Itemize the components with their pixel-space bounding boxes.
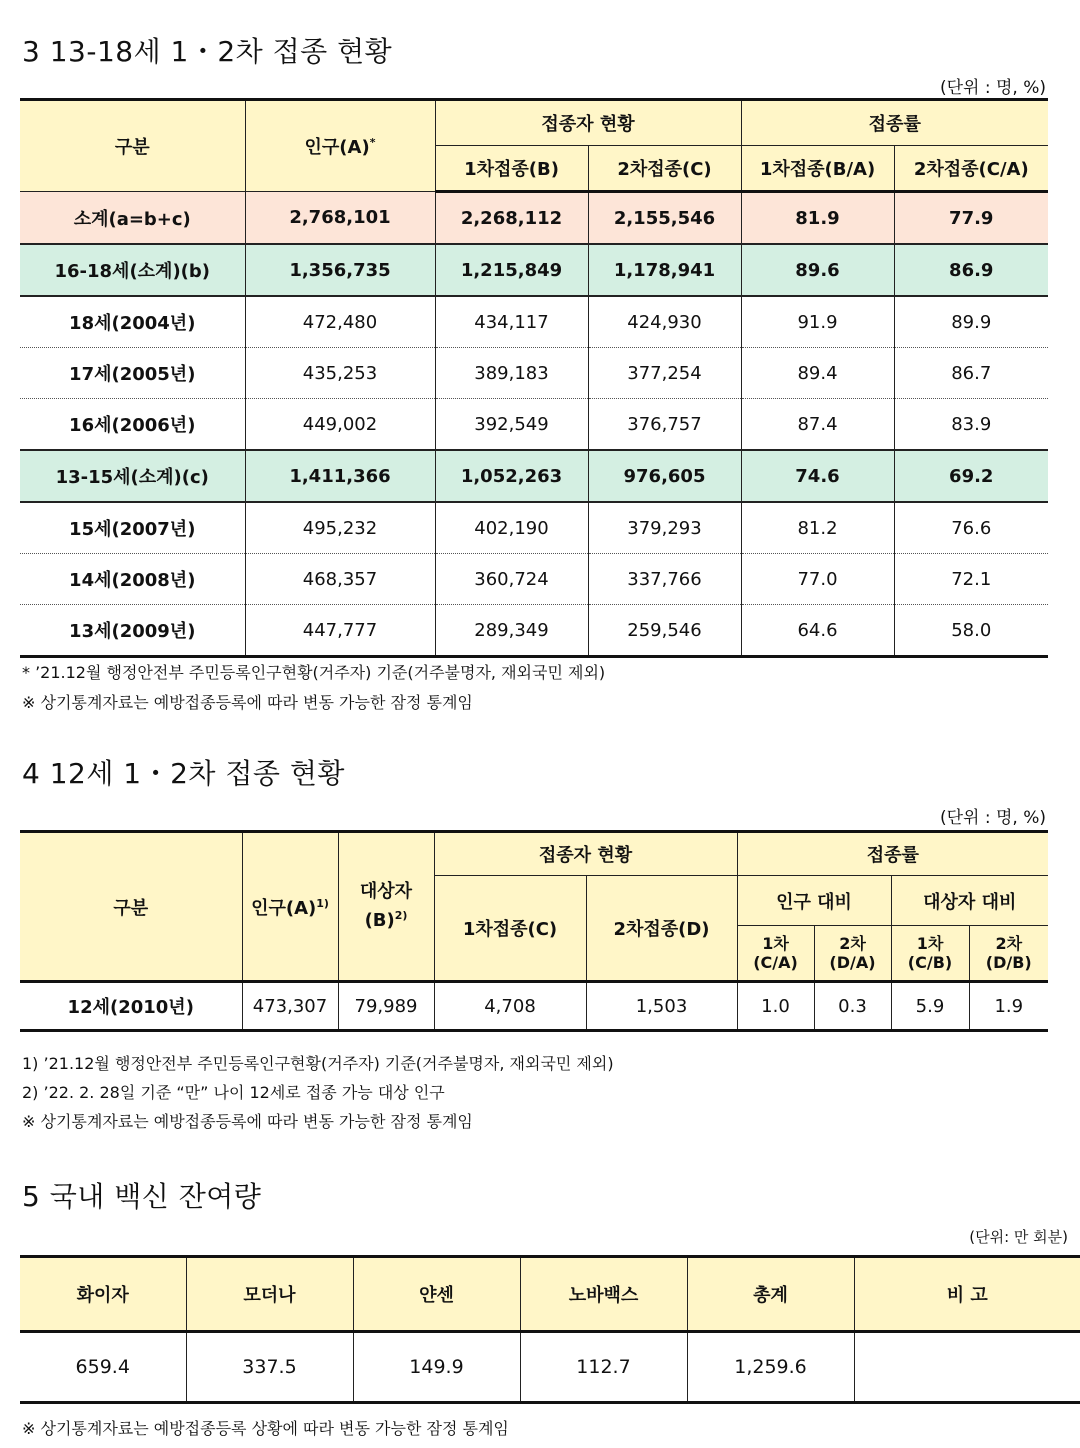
- section5-title: 5 국내 백신 잔여량: [22, 1180, 262, 1213]
- header-dose1: 1차접종(C): [434, 876, 586, 982]
- cell-rate2: 83.9: [894, 399, 1048, 451]
- cell-rate1: 81.2: [741, 502, 894, 554]
- cell-population: 447,777: [245, 605, 435, 657]
- header-category: 구분: [20, 832, 242, 982]
- section3-note-2: ※ 상기통계자료는 예방접종등록에 따라 변동 가능한 잠정 통계임: [22, 693, 473, 712]
- cell-dose1: 1,215,849: [435, 244, 588, 296]
- cell-dose2: 337,766: [588, 554, 741, 605]
- cell-population: 1,411,366: [245, 450, 435, 502]
- vaccine-stock-table: [20, 1255, 1080, 1404]
- cell-dose2: 259,546: [588, 605, 741, 657]
- header-dose2: 2차접종(D): [586, 876, 737, 982]
- header-category: 구분: [20, 100, 245, 192]
- cell-dose1: 389,183: [435, 348, 588, 399]
- section3-unit: (단위 : 명, %): [939, 78, 1046, 98]
- cell-dose1: 2,268,112: [435, 192, 588, 245]
- header-janssen: 얀센: [353, 1257, 520, 1332]
- header-vs-population: 인구 대비: [737, 876, 891, 926]
- table-row: [20, 502, 1048, 554]
- cell-dose2: 2,155,546: [588, 192, 741, 245]
- cell-dose2: 376,757: [588, 399, 741, 451]
- cell-rate1: 74.6: [741, 450, 894, 502]
- cell-rate1: 1.0: [737, 982, 814, 1031]
- cell-rate1: 89.4: [741, 348, 894, 399]
- table-row: [20, 554, 1048, 605]
- table-row: [20, 399, 1048, 451]
- cell-dose1: 392,549: [435, 399, 588, 451]
- cell-dose1: 360,724: [435, 554, 588, 605]
- cell-dose2: 1,503: [586, 982, 737, 1031]
- section4-unit: (단위 : 명, %): [939, 808, 1046, 828]
- row-label: 14세(2008년): [20, 554, 245, 605]
- header-dose2: 2차접종(C): [588, 146, 741, 192]
- cell-rate2: 0.3: [814, 982, 891, 1031]
- header-moderna: 모더나: [186, 1257, 353, 1332]
- section5-note: ※ 상기통계자료는 예방접종등록 상황에 따라 변동 가능한 잠정 통계임: [22, 1419, 509, 1438]
- header-sub-2: 2차 (D/A): [814, 926, 891, 982]
- cell-population: 435,253: [245, 348, 435, 399]
- table-row: [20, 450, 1048, 502]
- cell-dose1: 289,349: [435, 605, 588, 657]
- header-population: 인구(A)*: [245, 100, 435, 192]
- section5-unit: (단위: 만 회분): [969, 1228, 1068, 1246]
- section4-title: 4 12세 1・2차 접종 현황: [22, 757, 345, 790]
- cell-rate2: 76.6: [894, 502, 1048, 554]
- cell-rate1: 87.4: [741, 399, 894, 451]
- table-row: [20, 1332, 1080, 1403]
- cell-rate1: 91.9: [741, 296, 894, 348]
- header-sub-1: 1차 (C/A): [737, 926, 814, 982]
- section4-note-3: ※ 상기통계자료는 예방접종등록에 따라 변동 가능한 잠정 통계임: [22, 1112, 473, 1131]
- section3-note-1: * ’21.12월 행정안전부 주민등록인구현황(거주자) 기준(거주불명자, 재외국민 제외): [22, 663, 606, 682]
- table-row: [20, 244, 1048, 296]
- cell-rate2: 89.9: [894, 296, 1048, 348]
- table-row: [20, 982, 1048, 1031]
- cell-dose2: 424,930: [588, 296, 741, 348]
- header-novavax: 노바백스: [520, 1257, 687, 1332]
- cell-rate2: 77.9: [894, 192, 1048, 245]
- header-sub-4: 2차 (D/B): [969, 926, 1048, 982]
- header-target: 대상자 $(B)^{2)}$: [338, 832, 434, 982]
- section4-note-2: 2) ’22. 2. 28일 기준 “만” 나이 12세로 접종 가능 대상 인구: [22, 1083, 445, 1102]
- cell-rate2: 72.1: [894, 554, 1048, 605]
- cell-rate2: 86.7: [894, 348, 1048, 399]
- cell-target: 79,989: [338, 982, 434, 1031]
- header-vaccinated-group: 접종자 현황: [435, 100, 741, 146]
- header-rate-group: 접종률: [741, 100, 1048, 146]
- cell-rate1: 81.9: [741, 192, 894, 245]
- cell-rate4: 1.9: [969, 982, 1048, 1031]
- cell-rate3: 5.9: [891, 982, 969, 1031]
- cell-population: 449,002: [245, 399, 435, 451]
- cell-dose1: 434,117: [435, 296, 588, 348]
- cell-population: 495,232: [245, 502, 435, 554]
- cell-rate1: 89.6: [741, 244, 894, 296]
- cell-rate1: 77.0: [741, 554, 894, 605]
- header-remarks: 비 고: [854, 1257, 1080, 1332]
- table-row: [20, 348, 1048, 399]
- vaccination-13-18-table: [20, 98, 1048, 658]
- cell-dose2: 976,605: [588, 450, 741, 502]
- header-rate2: 2차접종(C/A): [894, 146, 1048, 192]
- cell-total: 1,259.6: [687, 1332, 854, 1403]
- table-row: [20, 296, 1048, 348]
- section3-title: 3 13-18세 1・2차 접종 현황: [22, 35, 393, 68]
- header-vs-target: 대상자 대비: [891, 876, 1048, 926]
- header-sub-3: 1차 (C/B): [891, 926, 969, 982]
- cell-population: 473,307: [242, 982, 338, 1031]
- header-population: 인구$(A)^{1)}$: [242, 832, 338, 982]
- header-rate-group: 접종률: [737, 832, 1048, 876]
- row-label: 16-18세(소계)(b): [20, 244, 245, 296]
- header-vaccinated-group: 접종자 현황: [434, 832, 737, 876]
- header-total: 총계: [687, 1257, 854, 1332]
- cell-dose1: 4,708: [434, 982, 586, 1031]
- cell-rate1: 64.6: [741, 605, 894, 657]
- cell-janssen: 149.9: [353, 1332, 520, 1403]
- row-label: 16세(2006년): [20, 399, 245, 451]
- row-label: 소계(a=b+c): [20, 192, 245, 245]
- cell-dose1: 1,052,263: [435, 450, 588, 502]
- row-label: 13-15세(소계)(c): [20, 450, 245, 502]
- cell-dose2: 1,178,941: [588, 244, 741, 296]
- row-label: 13세(2009년): [20, 605, 245, 657]
- row-label: 18세(2004년): [20, 296, 245, 348]
- row-label: 17세(2005년): [20, 348, 245, 399]
- cell-dose1: 402,190: [435, 502, 588, 554]
- cell-pfizer: 659.4: [20, 1332, 186, 1403]
- cell-moderna: 337.5: [186, 1332, 353, 1403]
- vaccination-12-table: [20, 830, 1048, 1032]
- cell-population: 468,357: [245, 554, 435, 605]
- cell-rate2: 86.9: [894, 244, 1048, 296]
- header-rate1: 1차접종(B/A): [741, 146, 894, 192]
- cell-population: 1,356,735: [245, 244, 435, 296]
- table-row: [20, 192, 1048, 245]
- header-dose1: 1차접종(B): [435, 146, 588, 192]
- header-pfizer: 화이자: [20, 1257, 186, 1332]
- cell-novavax: 112.7: [520, 1332, 687, 1403]
- table-row: [20, 605, 1048, 657]
- section4-note-1: 1) ’21.12월 행정안전부 주민등록인구현황(거주자) 기준(거주불명자, 재외국민 제외): [22, 1054, 614, 1073]
- row-label: 12세(2010년): [20, 982, 242, 1031]
- row-label: 15세(2007년): [20, 502, 245, 554]
- cell-rate2: 69.2: [894, 450, 1048, 502]
- cell-dose2: 377,254: [588, 348, 741, 399]
- cell-dose2: 379,293: [588, 502, 741, 554]
- cell-remarks: [854, 1332, 1080, 1403]
- cell-rate2: 58.0: [894, 605, 1048, 657]
- cell-population: 472,480: [245, 296, 435, 348]
- cell-population: 2,768,101: [245, 192, 435, 245]
